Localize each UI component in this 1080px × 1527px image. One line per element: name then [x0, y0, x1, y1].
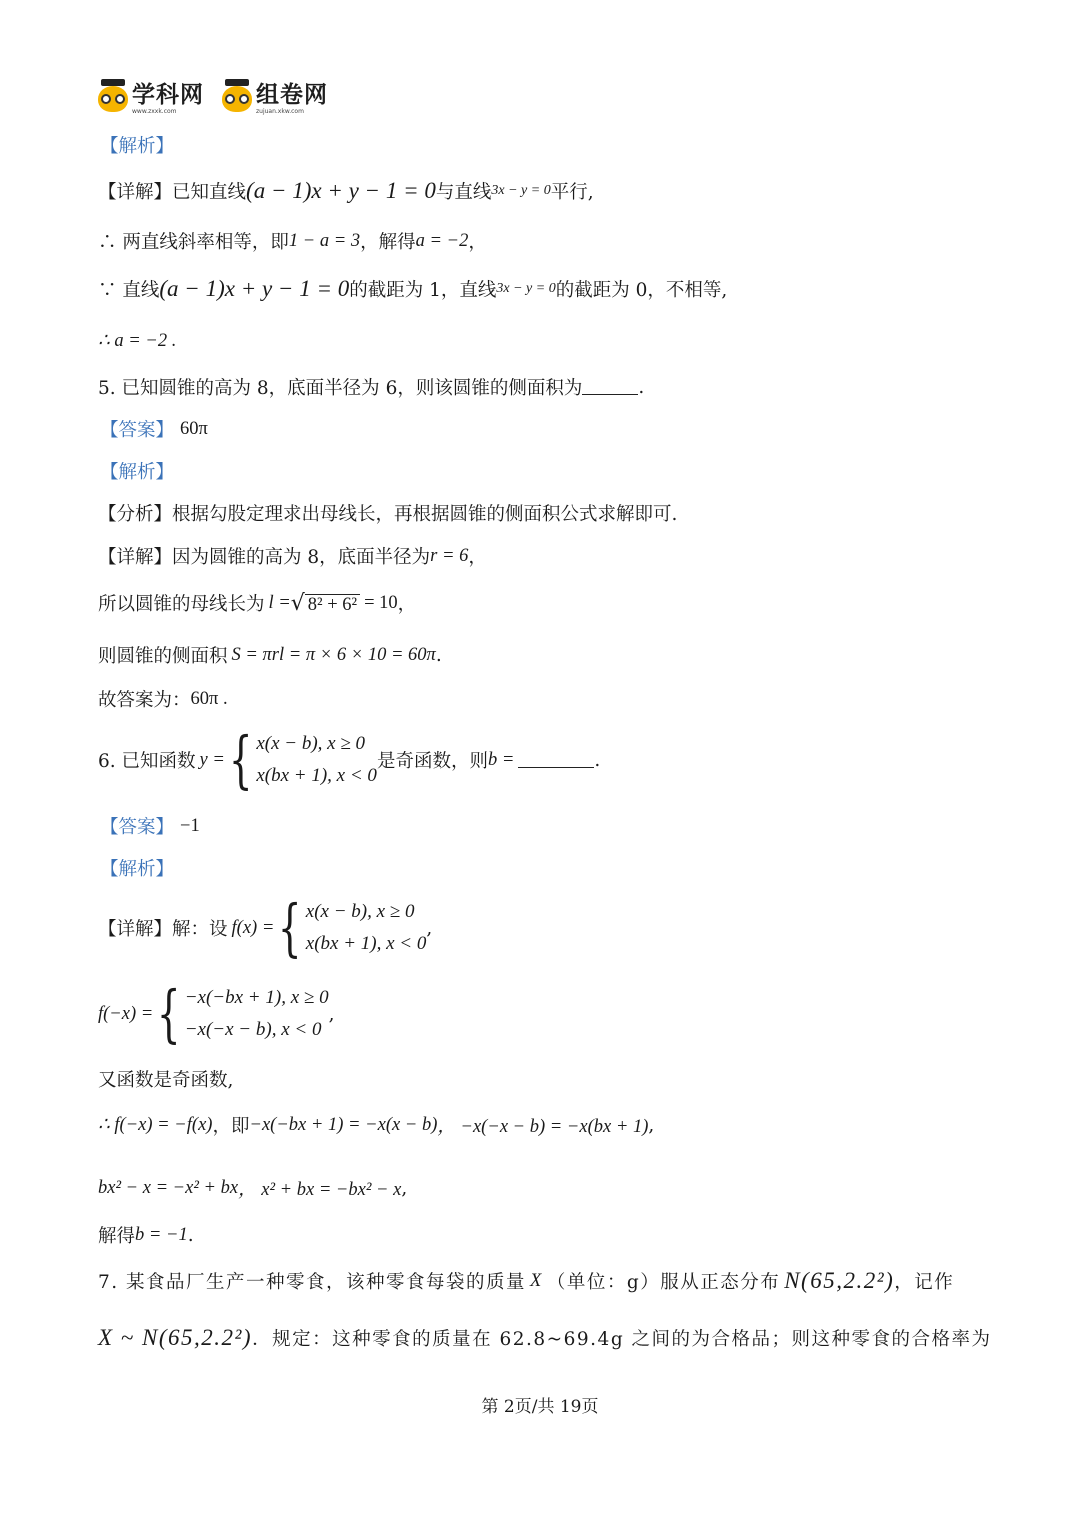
math: 3x − y = 0 — [491, 183, 551, 198]
q4-detail-line-1 — [98, 178, 594, 204]
answer-value: 60π — [180, 418, 208, 439]
xiangjie-tag: 【详解】 — [98, 547, 173, 568]
q7-line-2 — [98, 1325, 992, 1351]
q6-detail-6 — [98, 1222, 194, 1248]
daan-tag: 【答案】 — [100, 420, 175, 441]
math: (a − 1)x + y − 1 = 0 — [159, 276, 350, 301]
math: S = πrl = π × 6 × 10 = 60π — [231, 644, 436, 665]
answer-blank — [518, 753, 594, 768]
q6-answer-line — [98, 813, 200, 839]
case: x(bx + 1), x < 0 — [256, 765, 377, 786]
text: 与直线 — [435, 182, 492, 203]
q5-question: 5. 已知圆锥的高为 8，底面半径为 6，则该圆锥的侧面积为 . — [98, 374, 644, 400]
text: 根据勾股定理求出母线长，再根据圆锥的侧面积公式求解即可. — [172, 504, 678, 525]
math: b = — [487, 749, 515, 770]
math: 60π . — [190, 688, 228, 709]
q7-line-1 — [98, 1268, 954, 1294]
text: 所以圆锥的母线长为 — [98, 594, 265, 615]
math: ∴ f(−x) = −f(x) — [98, 1115, 213, 1135]
brace: { — [228, 723, 253, 796]
q6-detail-4 — [98, 1112, 654, 1138]
math: a = −2 — [415, 230, 469, 251]
case: −x(−bx + 1), x ≥ 0 — [184, 987, 329, 1008]
q4-detail-line-3 — [98, 276, 727, 302]
q6-jiexi-tag-line — [98, 855, 174, 881]
text: 解：设 — [172, 919, 228, 940]
text: , — [648, 1114, 655, 1136]
jiexi-tag: 【解析】 — [100, 859, 175, 880]
q5-jiexi-tag-line — [98, 458, 174, 484]
piecewise — [225, 723, 377, 796]
case: −x(−x − b), x < 0 — [184, 1019, 322, 1040]
text: . — [435, 644, 442, 666]
text: 解得 — [98, 1226, 136, 1247]
math: (a − 1)x + y − 1 = 0 — [246, 178, 436, 203]
math: f(x) = — [231, 917, 275, 938]
math: b = −1 — [135, 1224, 188, 1245]
q5-detail-2 — [98, 590, 416, 616]
q6-detail-5 — [98, 1175, 407, 1201]
xiangjie-tag: 【详解】 — [98, 182, 173, 203]
math: ∴ a = −2 . — [98, 331, 177, 351]
daan-tag: 【答案】 — [100, 817, 175, 838]
text: （单位：g）服从正态分布 — [546, 1272, 781, 1293]
page-footer: 第 2页/共 19页 — [481, 1397, 599, 1417]
question-text: 6. 已知函数 — [98, 751, 196, 772]
text: ， — [468, 232, 487, 253]
text: ，记作 — [894, 1272, 955, 1293]
logo-name: 学科网 — [132, 81, 204, 108]
math: = 10 — [364, 592, 398, 613]
text: ，即 — [212, 1116, 250, 1137]
brace: { — [278, 891, 302, 964]
question-text: 7. 某食品厂生产一种零食，该种零食每袋的质量 — [98, 1272, 527, 1293]
math: ， −x(−x − b) = −x(bx + 1) — [437, 1117, 649, 1137]
page-header — [98, 78, 328, 120]
logo-url: zujuan.xkw.com — [256, 107, 304, 115]
case: x(x − b), x ≥ 0 — [256, 733, 366, 754]
text: 已知直线 — [172, 182, 247, 203]
question-text: 5. 已知圆锥的高为 8，底面半径为 6，则该圆锥的侧面积为 — [98, 378, 583, 399]
logo-url: www.zxxk.com — [132, 107, 177, 115]
math: 1 − a = 3 — [288, 230, 361, 251]
text: ， — [397, 594, 417, 615]
math: X ~ N(65,2.2²) — [98, 1325, 253, 1350]
q6-detail-1: 【详解】 解：设 f(x) = { x(x − b), x ≥ 0 x(bx + 1), x < 0 , — [98, 891, 433, 964]
text: 是奇函数，则 — [376, 751, 488, 772]
q4-detail-line-2 — [98, 228, 487, 254]
text: 又函数是奇函数, — [98, 1070, 234, 1091]
text: 的截距为 1，直线 — [349, 280, 497, 301]
text: . — [187, 1224, 194, 1246]
q5-final — [98, 686, 228, 712]
text: , — [401, 1177, 408, 1199]
owl-icon — [222, 86, 252, 112]
text: 的截距为 0，不相等, — [555, 280, 728, 301]
q6-detail-3 — [98, 1066, 233, 1092]
logo-name: 组卷网 — [256, 81, 328, 108]
jiexi-tag: 【解析】 — [100, 462, 175, 483]
sqrt: √ 8² + 6² — [291, 591, 360, 616]
text: 平行, — [550, 182, 594, 203]
sqrt-content: 8² + 6² — [305, 594, 360, 616]
answer-blank — [582, 380, 638, 395]
brace: { — [157, 977, 181, 1050]
q6-detail-2: f(−x) = { −x(−bx + 1), x ≥ 0 −x(−x − b), x < 0 , — [98, 977, 335, 1050]
q5-detail-1 — [98, 543, 487, 569]
text: 故答案为： — [98, 690, 191, 711]
math: X — [530, 1270, 543, 1291]
math: 3x − y = 0 — [496, 281, 556, 296]
q5-analysis — [98, 500, 677, 526]
piecewise — [153, 977, 329, 1050]
jiexi-tag: 【解析】 — [100, 136, 175, 157]
text: 因为圆锥的高为 8，底面半径为 — [172, 547, 431, 568]
q6-question: 6. 已知函数 y = { x(x − b), x ≥ 0 x(bx + 1), x < 0 是奇函数，则 b = . — [98, 723, 601, 796]
math: f(−x) = — [98, 1003, 154, 1024]
math: y = — [199, 749, 225, 770]
text: ．规定：这种零食的质量在 62.8~69.4g 之间的为合格品；则这种零食的合格率为 — [252, 1329, 992, 1350]
logo-zxxk — [98, 81, 204, 115]
math: ， x² + bx = −bx² − x — [238, 1180, 402, 1200]
math: N(65,2.2²) — [784, 1268, 895, 1293]
text: ∵ 直线 — [98, 280, 160, 301]
logo-zujuan — [222, 81, 328, 115]
fenxi-tag: 【分析】 — [98, 504, 173, 525]
q4-conclusion — [98, 330, 176, 352]
q5-answer-line — [98, 416, 208, 442]
text: ， — [468, 547, 487, 568]
text: 则圆锥的侧面积 — [98, 646, 228, 667]
math: l = — [268, 592, 291, 613]
case: x(x − b), x ≥ 0 — [305, 901, 415, 922]
case: x(bx + 1), x < 0 — [305, 933, 427, 954]
q4-jiexi-tag-line — [98, 132, 174, 158]
math: r = 6 — [430, 545, 469, 566]
math: bx² − x = −x² + bx — [98, 1177, 239, 1198]
q5-detail-3 — [98, 642, 442, 668]
owl-icon — [98, 86, 128, 112]
text: ∴ 两直线斜率相等，即 — [98, 232, 289, 253]
text: ，解得 — [360, 232, 416, 253]
xiangjie-tag: 【详解】 — [98, 919, 173, 940]
answer-value: −1 — [180, 815, 200, 836]
math: −x(−bx + 1) = −x(x − b) — [249, 1114, 438, 1135]
piecewise — [274, 891, 427, 964]
